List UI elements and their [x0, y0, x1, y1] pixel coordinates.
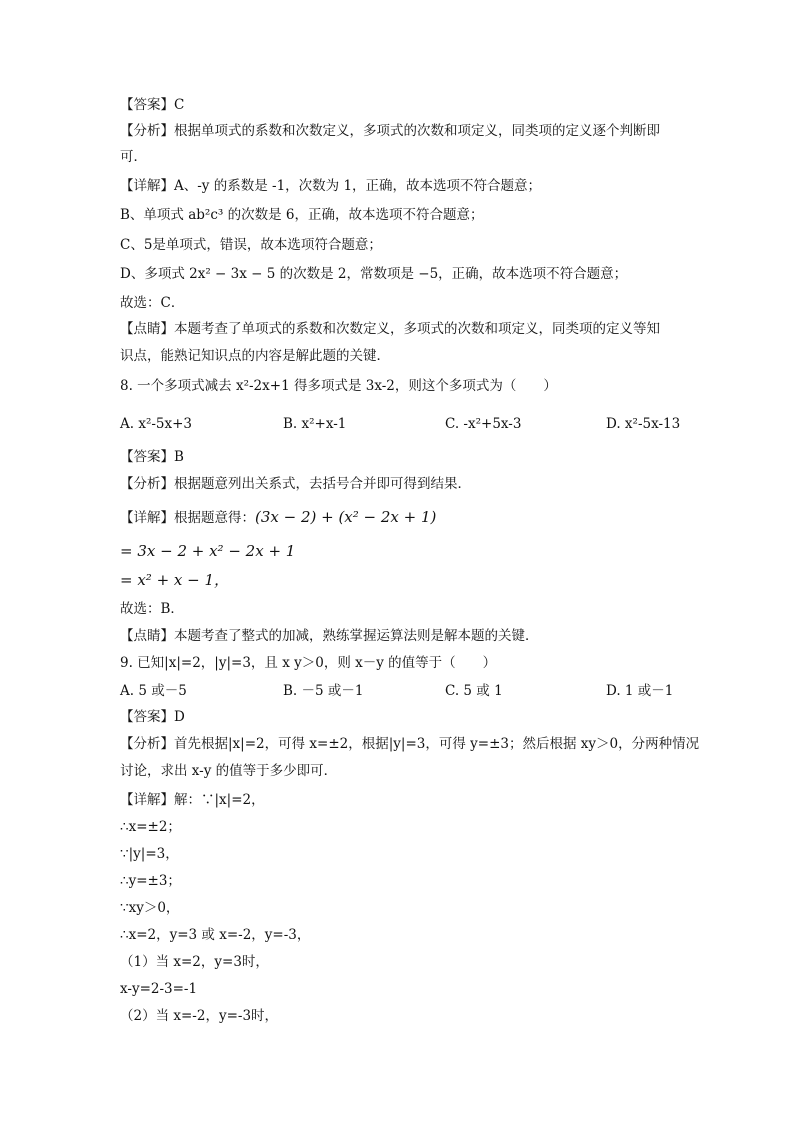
q7-detail-c: C、5是单项式，错误，故本选项符合题意； [120, 237, 382, 253]
q8-detail-label: 【详解】根据题意得： [120, 510, 255, 526]
q9-answer: 【答案】D [120, 709, 185, 725]
q9-case-1: （1）当 x=2，y=3时， [120, 954, 269, 970]
q9-detail-5: ∵xy＞0， [120, 900, 180, 916]
q8-option-d: D. x²-5x-13 [606, 416, 681, 432]
q9-detail-3: ∵|y|=3， [120, 846, 179, 862]
q7-analysis-line-2: 可． [120, 149, 147, 165]
q7-answer: 【答案】C [120, 97, 185, 113]
q7-detail-b: B、单项式 ab²c³ 的次数是 6，正确，故本选项不符合题意； [120, 207, 484, 223]
q8-choice: 故选：B． [120, 601, 184, 617]
q8-analysis: 【分析】根据题意列出关系式，去括号合并即可得到结果． [120, 476, 471, 492]
q8-step-1: = 3x − 2 + x² − 2x + 1 [120, 542, 296, 560]
q9-analysis-line-2: 讨论，求出 x-y 的值等于多少即可． [120, 763, 338, 779]
q8-answer: 【答案】B [120, 449, 184, 465]
q9-stem: 9. 已知|x|=2，|y|=3，且 x y＞0，则 x－y 的值等于（ ） [120, 655, 497, 671]
q7-comment-line-1: 【点睛】本题考查了单项式的系数和次数定义，多项式的次数和项定义，同类项的定义等知 [120, 321, 660, 337]
q9-case-2: （2）当 x=-2，y=-3时， [120, 1008, 279, 1024]
q9-option-b: B. －5 或－1 [283, 683, 364, 699]
q8-stem: 8. 一个多项式减去 x²-2x+1 得多项式是 3x-2，则这个多项式为（ ） [120, 378, 557, 394]
q7-analysis-line-1: 【分析】根据单项式的系数和次数定义，多项式的次数和项定义，同类项的定义逐个判断即 [120, 123, 660, 139]
q9-option-a: A. 5 或－5 [120, 683, 187, 699]
q9-option-d: D. 1 或－1 [606, 683, 674, 699]
q8-step-2: = x² + x − 1， [120, 571, 230, 589]
q7-choice: 故选：C． [120, 295, 185, 311]
q9-detail-4: ∴y=±3； [120, 873, 181, 889]
q9-detail-2: ∴x=±2； [120, 819, 181, 835]
q7-detail-a: 【详解】A、-y 的系数是 -1，次数为 1，正确，故本选项不符合题意； [120, 178, 542, 194]
q9-detail-6: ∴x=2，y=3 或 x=-2，y=-3， [120, 927, 311, 943]
q9-case-1-calc: x-y=2-3=-1 [120, 981, 198, 997]
q8-comment: 【点睛】本题考查了整式的加减，熟练掌握运算法则是解本题的关键． [120, 628, 539, 644]
q9-analysis-line-1: 【分析】首先根据|x|=2，可得 x=±2，根据|y|=3，可得 y=±3；然后根据 xy＞0，分两种情况 [120, 736, 700, 752]
q8-detail [120, 508, 436, 527]
q7-detail-d: D、多项式 2x² − 3x − 5 的次数是 2，常数项是 −5，正确，故本选项不符合题意； [120, 266, 628, 282]
q8-option-c: C. -x²+5x-3 [445, 416, 522, 432]
q8-option-a: A. x²-5x+3 [120, 416, 193, 432]
q7-comment-line-2: 识点，能熟记知识点的内容是解此题的关键． [120, 348, 390, 364]
q8-detail-expression: (3x − 2) + (x² − 2x + 1) [255, 508, 437, 526]
q9-option-c: C. 5 或 1 [445, 683, 503, 699]
q8-option-b: B. x²+x-1 [283, 416, 347, 432]
q9-detail-1: 【详解】解：∵|x|=2， [120, 792, 265, 808]
